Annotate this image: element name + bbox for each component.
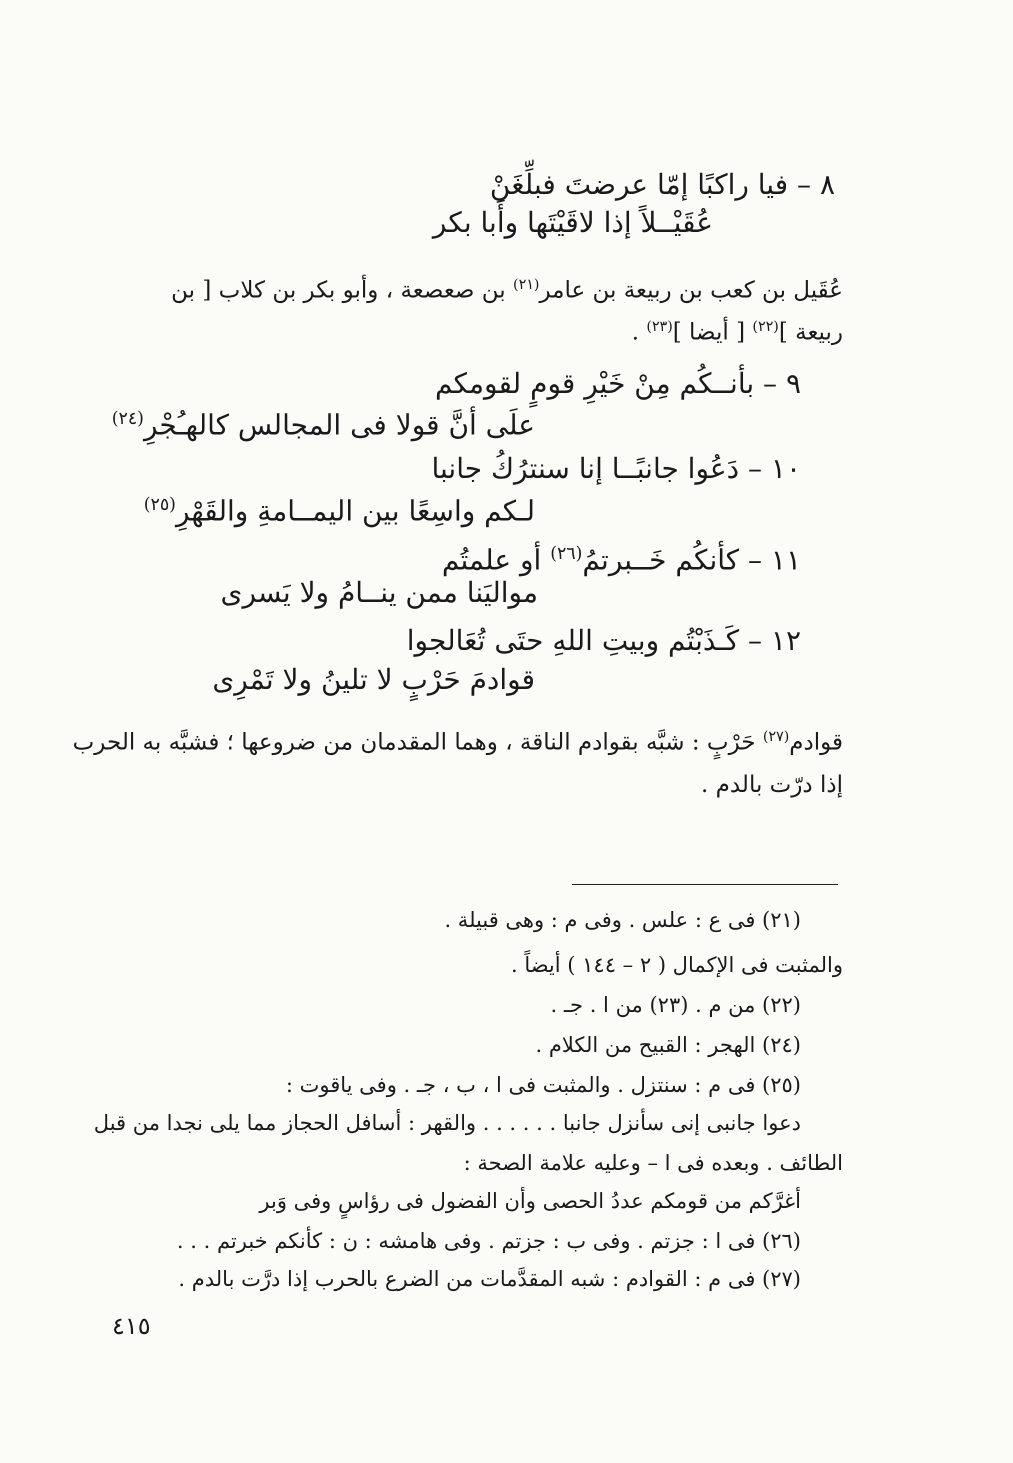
footnote: والمثبت فى الإكمال ( ٢ – ١٤٤ ) أيضاً . bbox=[510, 953, 843, 977]
footnote: (٢٥) فى م : سنتزل . والمثبت فى ا ، ب ، جـ . وفى ياقوت : bbox=[285, 1073, 801, 1097]
verse-number: ٩ – bbox=[763, 367, 801, 400]
verse-number: ١٢ – bbox=[748, 624, 801, 657]
verse-number: ١١ – bbox=[748, 543, 801, 577]
footnote: (٢٧) فى م : القوادم : شبه المقدَّمات من الضرع بالحرب إذا درَّت بالدم . bbox=[178, 1267, 801, 1291]
footnote-separator bbox=[572, 884, 838, 885]
page-number: ٤١٥ bbox=[112, 1312, 151, 1340]
footnote: دعوا جانبى إنى سأنزل جانبا . . . . . . والقهر : أسافل الحجاز مما يلى نجدا من قبل bbox=[93, 1111, 801, 1135]
footnote: الطائف . وبعده فى ا – وعليه علامة الصحة : bbox=[463, 1151, 843, 1175]
commentary-line: قوادم$^{(٢٧)}$ حَرْبٍ : شبَّه بقوادم الناقة ، وهما المقدمان من ضروعها ؛ فشبَّه به الحرب bbox=[72, 729, 843, 756]
footnote-ref: (٢٥) bbox=[143, 495, 176, 515]
footnote-ref: (٢٣) bbox=[646, 319, 673, 335]
verse-number: ١٠ – bbox=[748, 452, 801, 485]
verse-number: ٨ – bbox=[797, 168, 835, 201]
footnote: (٢١) فى ع : علس . وفى م : وهى قبيلة . bbox=[444, 908, 801, 932]
footnote: أغرَّكم من قومكم عددُ الحصى وأن الفضول فى رؤاسٍ وفى وَبر bbox=[259, 1189, 801, 1213]
footnote-ref: (٢٦) bbox=[550, 544, 583, 564]
footnote-ref: (٢٢) bbox=[752, 319, 779, 335]
footnote: (٢٢) من م . (٢٣) من ا . جـ . bbox=[550, 993, 801, 1017]
commentary-line: عُقَيل بن كعب بن ربيعة بن عامر$^{(٢١)}$ بن صعصعة ، وأبو بكر بن كلاب [ بن bbox=[171, 277, 843, 304]
commentary-line: ربيعة ]$^{(٢٢)}$ [ أيضا ]$^{(٢٣)}$ . bbox=[631, 319, 843, 346]
footnote: (٢٦) فى ا : جزتم . وفى ب : جزتم . وفى هامشه : ن : كأنكم خبرتم . . . bbox=[176, 1229, 801, 1253]
hemistich-a: دَعُوا جانبًــا إنا سنترُكُ جانبا bbox=[431, 452, 740, 485]
hemistich-a: فيا راكبًا إمّا عرضتَ فبلِّغَنْ bbox=[489, 168, 789, 201]
footnote-ref: (٢١) bbox=[513, 277, 540, 293]
verse-12-first-hemistich bbox=[407, 622, 801, 660]
verse-11-second-hemistich: مواليَنا ممن ينــامُ ولا يَسرى bbox=[220, 576, 538, 609]
verse-9-first-hemistich bbox=[435, 365, 801, 403]
footnote: (٢٤) الهجر : القبيح من الكلام . bbox=[535, 1033, 801, 1057]
verse-9-second-hemistich: علَى أنَّ قولا فى المجالس كالهـُجْرِ$^{(٢٤)}$ bbox=[111, 408, 535, 442]
hemistich-a: كَـذَبْتُم وبيتِ اللهِ حتَى تُعَالجوا bbox=[406, 624, 740, 657]
verse-8-second-hemistich: عُقَيْــلاً إذا لاقَيْتَها وأَبا بكر bbox=[432, 206, 713, 239]
commentary-line: إذا درّت بالدم . bbox=[701, 772, 843, 798]
footnote-ref: (٢٤) bbox=[111, 409, 144, 429]
verse-12-second-hemistich: قوادمَ حَرْبٍ لا تلينُ ولا تَمْرِى bbox=[212, 663, 535, 696]
hemistich-a: بأنــكُم مِنْ خَيْرِ قومٍ لقومكم bbox=[434, 367, 755, 400]
verse-11-first-hemistich: ١١ – كأنكُم خَــبرتمُ$^{(٢٦)}$ أو علمتُم bbox=[441, 543, 801, 577]
verse-8-first-hemistich bbox=[490, 166, 835, 204]
footnote-ref: (٢٧) bbox=[762, 729, 790, 745]
verse-10-first-hemistich bbox=[431, 450, 801, 488]
verse-10-second-hemistich: لـكم واسِعًا بين اليمــامةِ والقَهْرِ$^{(٢٥)}$ bbox=[143, 494, 535, 528]
